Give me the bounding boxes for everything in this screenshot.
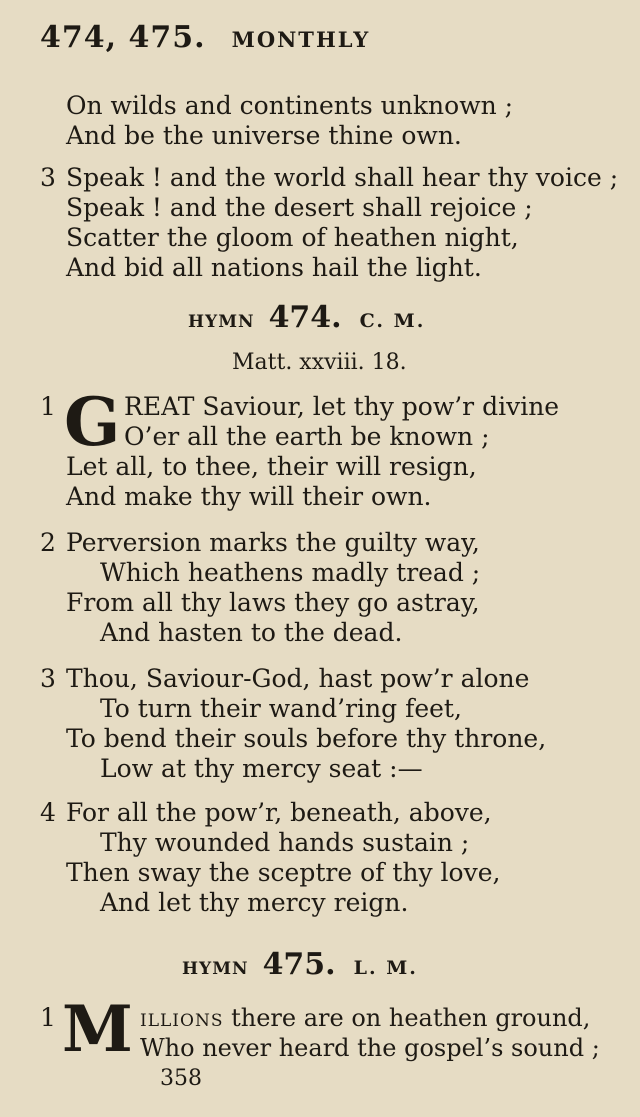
verse-line: Which heathens madly tread ;	[100, 558, 481, 587]
page-number: 358	[160, 1066, 202, 1091]
verse-number: 1	[40, 392, 56, 421]
verse-line: For all the pow’r, beneath, above,	[66, 798, 492, 827]
verse-line: And hasten to the dead.	[100, 618, 403, 647]
verse-line	[140, 1003, 590, 1033]
verse-number: 3	[40, 163, 56, 192]
verse-line: From all thy laws they go astray,	[66, 588, 480, 617]
verse-line: O’er all the earth be known ;	[124, 422, 490, 451]
verse-line: Low at thy mercy seat :—	[100, 754, 423, 783]
verse-number: 4	[40, 798, 56, 827]
verse-line: And bid all nations hail the light.	[66, 253, 482, 282]
verse-line: Thou, Saviour-God, hast pow’r alone	[66, 664, 530, 693]
verse-line: REAT Saviour, let thy pow’r divine	[124, 392, 560, 421]
verse-line: To bend their souls before thy throne,	[66, 724, 547, 753]
verse-line: Perversion marks the guilty way,	[66, 528, 480, 557]
hymn-number: 475.	[262, 947, 336, 982]
verse-line: Who never heard the gospel’s sound ;	[140, 1034, 600, 1062]
small-caps-word: illions	[140, 1004, 224, 1032]
verse-line: Speak ! and the desert shall rejoice ;	[66, 193, 533, 222]
hymn-label: HYMN	[188, 312, 255, 332]
verse-line: Speak ! and the world shall hear thy voice ;	[66, 163, 619, 192]
verse-line-rest: there are on heathen ground,	[223, 1004, 591, 1032]
hymn-475-title	[182, 947, 418, 982]
verse-line: Scatter the gloom of heathen night,	[66, 223, 519, 252]
drop-cap: M	[62, 992, 133, 1067]
hymn-label: HYMN	[182, 959, 249, 979]
verse-line: Let all, to thee, their will resign,	[66, 452, 477, 481]
drop-cap: G	[64, 383, 121, 461]
hymn-474-title	[188, 300, 425, 335]
verse-line: And make thy will their own.	[66, 482, 432, 511]
running-header	[40, 20, 370, 55]
hymn-meter: L. M.	[353, 957, 418, 979]
verse-line: And be the universe thine own.	[66, 121, 462, 150]
verse-line: Then sway the sceptre of thy love,	[66, 858, 501, 887]
verse-line: Thy wounded hands sustain ;	[100, 828, 470, 857]
header-hymn-numbers: 474, 475.	[40, 20, 206, 55]
verse-number: 1	[40, 1003, 56, 1032]
verse-number: 2	[40, 528, 56, 557]
scripture-reference: Matt. xxviii. 18.	[232, 350, 407, 375]
hymn-meter: C. M.	[359, 310, 426, 332]
verse-line: And let thy mercy reign.	[100, 888, 409, 917]
header-title: MONTHLY	[231, 27, 371, 52]
verse-line: To turn their wand’ring feet,	[100, 694, 462, 723]
hymn-number: 474.	[268, 300, 342, 335]
verse-line: On wilds and continents unknown ;	[66, 91, 514, 120]
verse-number: 3	[40, 664, 56, 693]
